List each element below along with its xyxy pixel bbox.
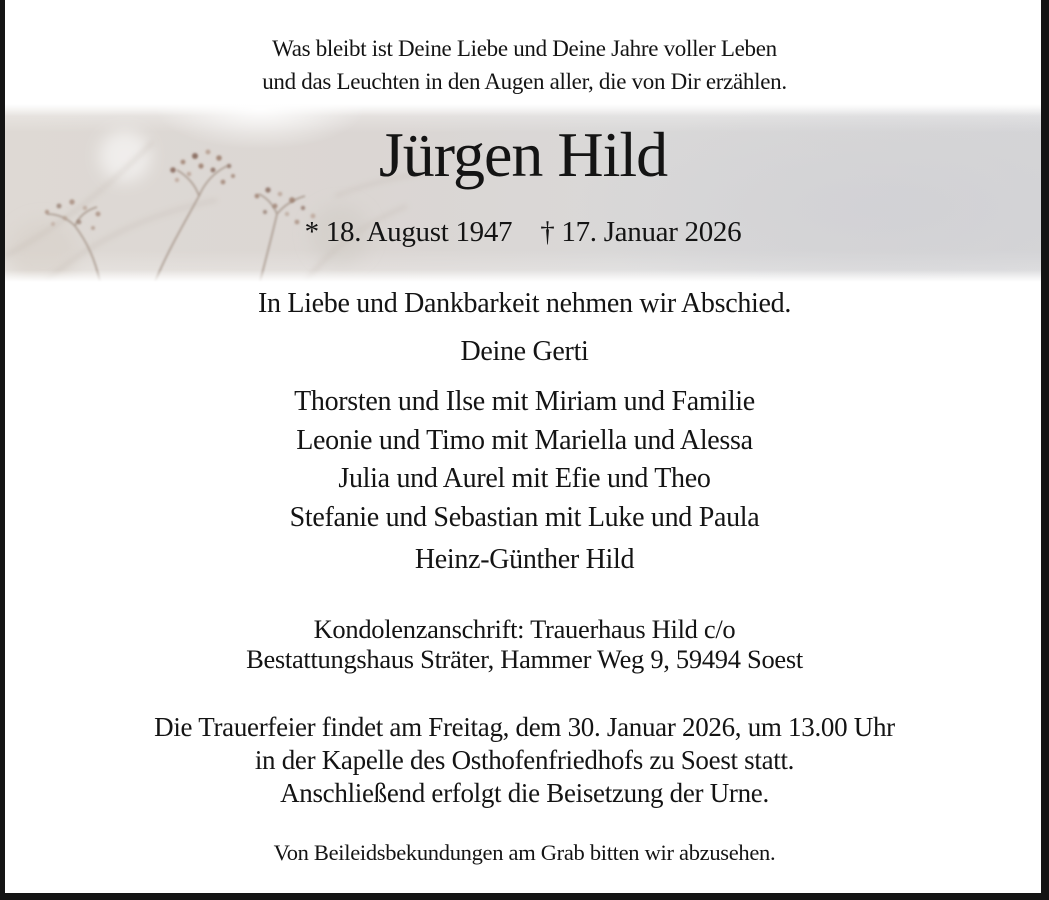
mourner-family-line: Thorsten und Ilse mit Miriam und Familie (294, 386, 755, 417)
condolence-address (0, 614, 1049, 674)
mourner-family-line: Leonie und Timo mit Mariella und Alessa (296, 424, 753, 456)
mourner-primary: Deine Gerti (460, 336, 589, 367)
mourners-family-list (0, 383, 1049, 537)
life-dates (5, 216, 1041, 249)
funeral-service-info (0, 711, 1049, 810)
epigraph-line-1: Was bleibt ist Deine Liebe und Deine Jahre voller Leben (272, 36, 777, 61)
epigraph-line-2: und das Leuchten in den Augen aller, die von Dir erzählen. (262, 69, 787, 94)
service-info-line-3: Anschließend erfolgt die Beisetzung der Urne. (280, 778, 769, 808)
death-date: † 17. Januar 2026 (540, 216, 742, 248)
memorial-banner (5, 104, 1041, 282)
mourner-family-line: Julia und Aurel mit Efie und Theo (338, 463, 711, 494)
farewell-line: In Liebe und Dankbarkeit nehmen wir Abschied. (257, 288, 792, 319)
mourner-family-line: Stefanie und Sebastian mit Luke und Paula (289, 501, 760, 533)
condolence-address-line-1: Kondolenzanschrift: Trauerhaus Hild c/o (313, 614, 736, 644)
deceased-name: Jürgen Hild (378, 119, 668, 190)
birth-date: * 18. August 1947 (304, 216, 513, 248)
service-info-line-1: Die Trauerfeier findet am Freitag, dem 30. Januar 2026, um 13.00 Uhr (154, 712, 895, 742)
mourner-additional: Heinz-Günther Hild (414, 544, 635, 575)
service-info-line-2: in der Kapelle des Osthofenfriedhofs zu Soest statt. (254, 745, 795, 775)
epigraph (0, 32, 1049, 98)
condolence-address-line-2: Bestattungshaus Sträter, Hammer Weg 9, 59494 Soest (246, 644, 803, 674)
closing-note: Von Beileidsbekundungen am Grab bitten wir abzusehen. (273, 840, 776, 865)
scan-edge-bottom (0, 893, 1049, 900)
